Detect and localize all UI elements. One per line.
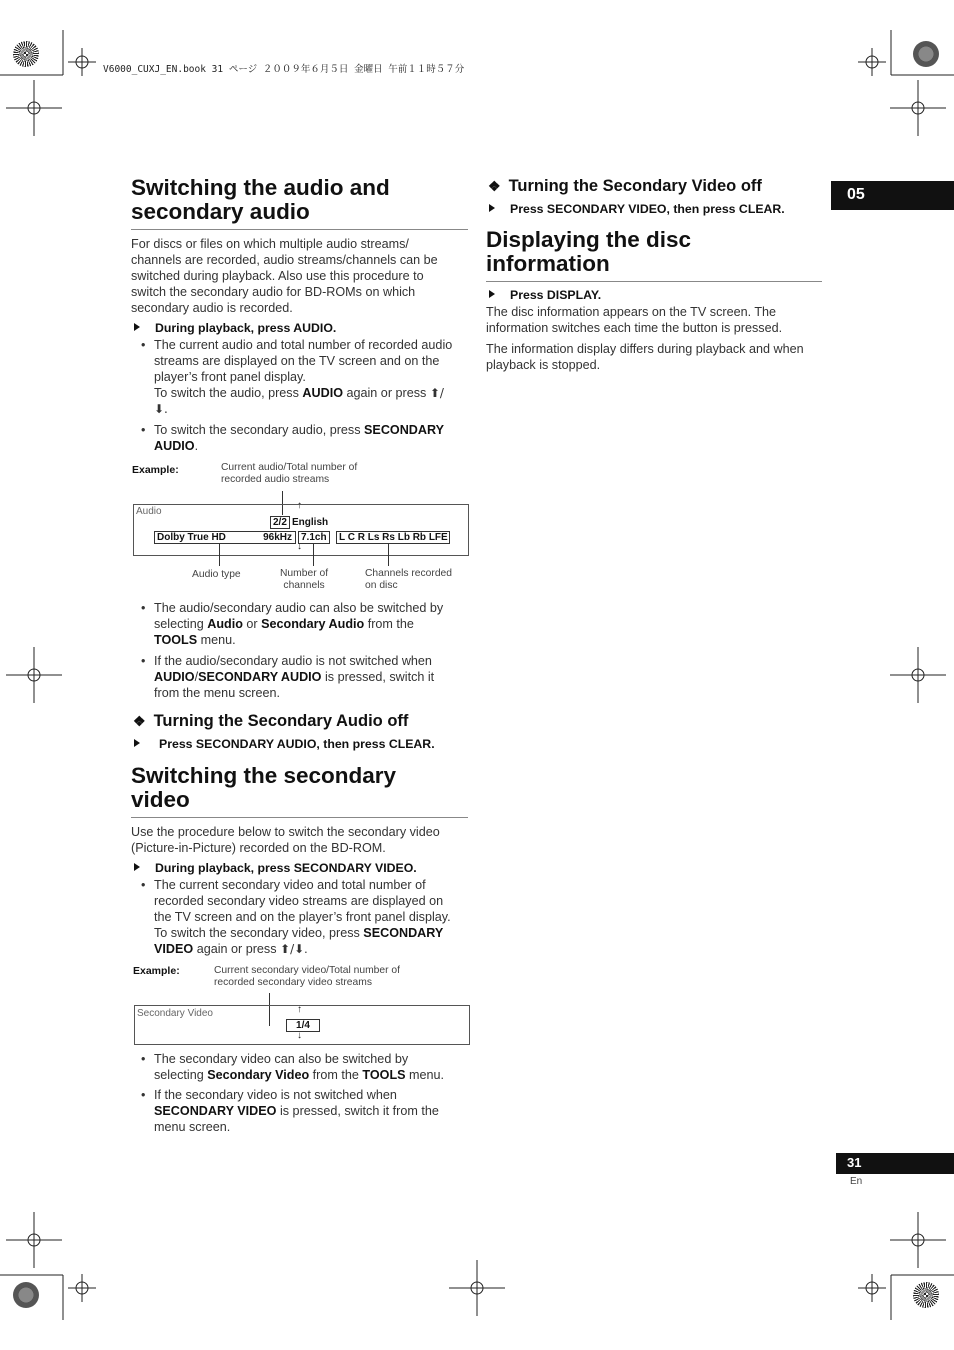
list-item: • If the audio/secondary audio is not switched when AUDIO/SECONDARY AUDIO is pressed, switch it from the menu screen. [141,654,435,700]
list-item: • The current secondary video and total number of recorded secondary video streams are displayed on the TV screen and on the player’s front panel display. To switch the secondary video, press SECONDARY VIDEO again or press ⬆/⬇. [141,878,451,956]
page-number-tab [836,1153,954,1174]
secondary-video-osd-box [134,1005,470,1045]
example-caption: Current secondary video/Total number of recorded secondary video streams [214,965,401,988]
page-number: 31 [847,1155,862,1170]
callout-line [388,544,389,566]
step-press-audio: During playback, press AUDIO. [134,321,336,335]
down-arrow-icon: ⬇. [154,402,168,416]
osd-label: Audio [136,506,162,517]
down-arrow-icon: ↓ [297,1030,302,1041]
up-arrow-icon: ↑ [297,1004,302,1015]
list-item: • The audio/secondary audio can also be switched by selecting Audio or Secondary Audio from the TOOLS menu. [141,601,444,647]
divider [486,281,822,282]
callout-line [313,544,314,566]
step-secondary-video-off: Press SECONDARY VIDEO, then press CLEAR. [489,202,785,216]
chapter-number: 05 [847,186,865,203]
list-item: • To switch the secondary audio, press SECONDARY AUDIO. [141,423,445,453]
section-title-audio: Switching the audio and secondary audio [131,175,390,224]
osd-stream-count: 1/4 [286,1019,320,1032]
paragraph: The disc information appears on the TV screen. The information switches each time the button is pressed. [486,305,783,335]
up-down-arrow-icon: ⬆/⬇ [280,942,305,956]
example-label: Example: [132,464,179,476]
osd-stream-count: 2/2 [270,516,290,529]
step-triangle-icon [489,290,495,298]
intro-paragraph: Use the procedure below to switch the secondary video (Picture-in-Picture) recorded on the BD-ROM. [131,825,440,855]
caption-audio-type: Audio type [192,569,241,580]
intro-paragraph: For discs or files on which multiple audio streams/ channels are recorded, audio streams/channels can be switched during playback. Also use this procedure to switch the secondary audio for BD-ROMs on which secondary audio is recorded. [131,237,438,315]
list-item: • If the secondary video is not switched when SECONDARY VIDEO is pressed, switch it from the menu screen. [141,1088,439,1134]
paragraph: The information display differs during playback and when playback is stopped. [486,342,804,372]
step-triangle-icon [134,323,140,331]
step-triangle-icon [134,863,140,871]
osd-channels-recorded: L C R Ls Rs Lb Rb LFE [336,531,450,544]
down-arrow-icon: ↓ [297,541,302,552]
divider [131,229,468,230]
osd-language: English [292,517,329,528]
step-press-secondary-video: During playback, press SECONDARY VIDEO. [134,861,417,875]
list-item: • The secondary video can also be switched by selecting Secondary Video from the TOOLS menu. [141,1052,445,1082]
example-label: Example: [133,965,180,977]
caption-number-of-channels: Number of channels [280,568,329,591]
step-triangle-icon [134,739,140,747]
diamond-bullet-icon: ❖ [133,713,146,729]
print-header: V6000_CUXJ_EN.book 31 ページ ２００９年６月５日 金曜日 午前１１時５７分 [103,64,465,75]
step-press-display: Press DISPLAY. [489,288,601,302]
up-arrow-icon: ⬆/ [429,386,444,400]
example-caption: Current audio/Total number of recorded audio streams [221,462,358,485]
callout-line [219,544,220,566]
divider [131,817,468,818]
diamond-bullet-icon: ❖ [488,178,501,194]
section-title-disc-information: Displaying the disc information [486,227,692,276]
step-secondary-audio-off: Press SECONDARY AUDIO, then press CLEAR. [134,737,435,751]
chapter-tab [831,181,954,210]
osd-channel-count: 7.1ch [298,531,330,544]
osd-audio-type: Dolby True HD 96kHz [154,531,296,544]
list-item: • The current audio and total number of recorded audio streams are displayed on the TV screen and on the player’s front panel display. To switch the audio, press AUDIO again or press ⬆/ ⬇. [141,338,453,416]
subheading-secondary-audio-off: ❖ Turning the Secondary Audio off [133,712,409,730]
caption-channels-recorded: Channels recorded on disc [365,568,453,591]
subheading-secondary-video-off: ❖ Turning the Secondary Video off [488,177,762,195]
section-title-secondary-video: Switching the secondary video [131,763,397,812]
up-arrow-icon: ↑ [297,500,302,511]
page-language: En [850,1176,863,1187]
osd-label: Secondary Video [137,1008,213,1019]
step-triangle-icon [489,204,495,212]
